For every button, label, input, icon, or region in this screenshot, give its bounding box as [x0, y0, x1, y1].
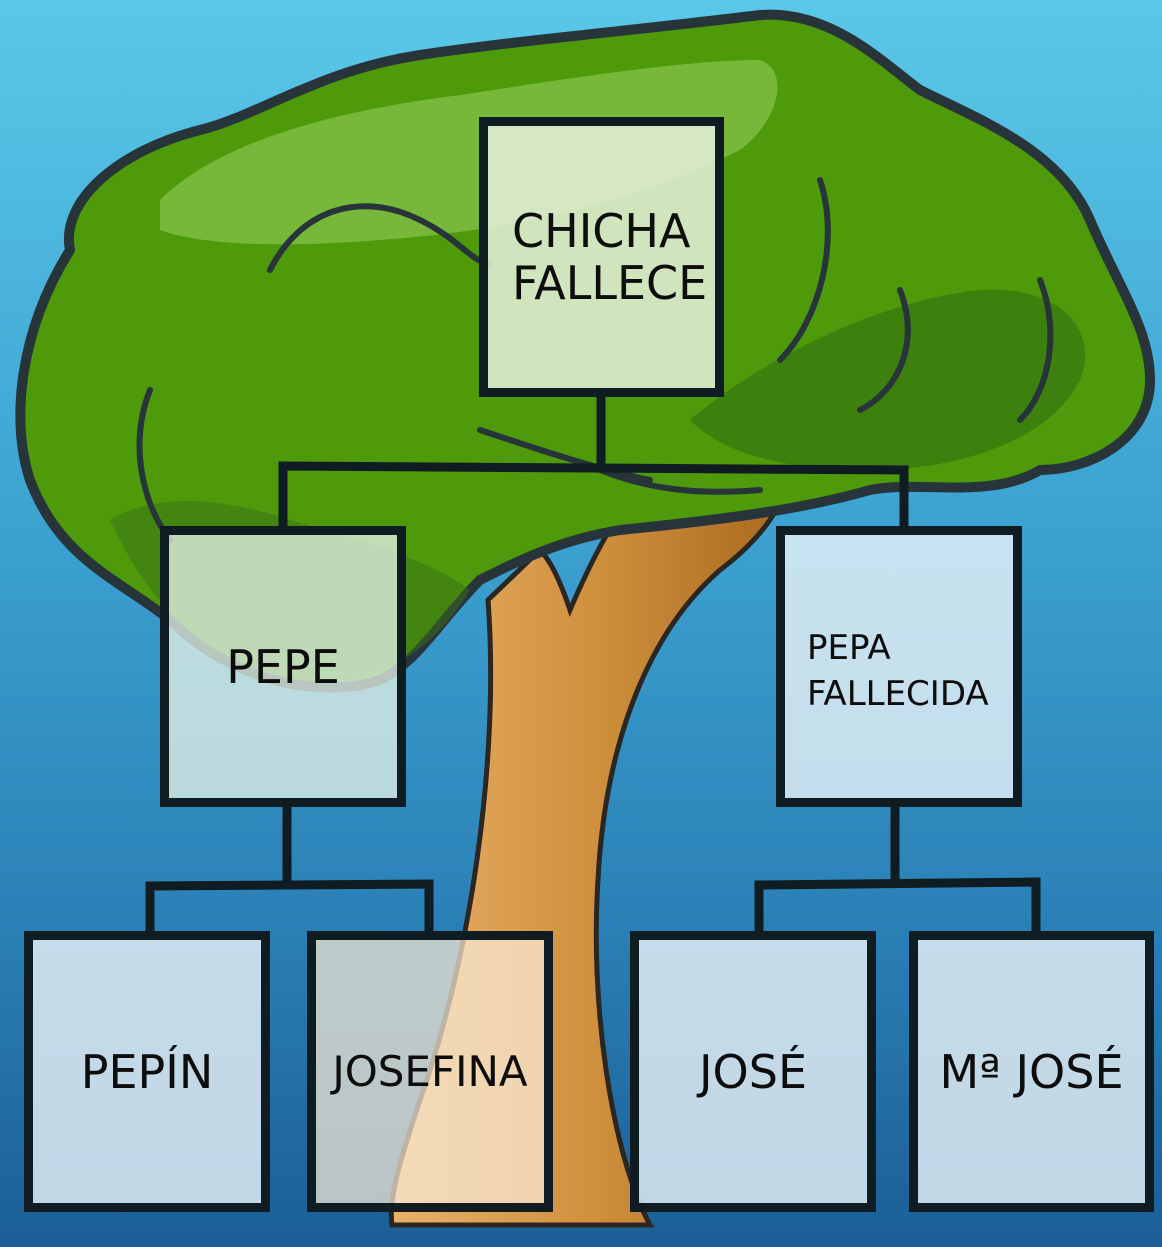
node-chicha [479, 117, 724, 397]
node-pepe-name: PEPE [226, 639, 340, 694]
node-chicha-status: FALLECE [512, 256, 708, 310]
node-chicha-name: CHICHA [512, 204, 691, 258]
node-pepin [24, 931, 270, 1212]
node-pepe [160, 526, 406, 807]
node-ma-jose-name: Mª JOSÉ [939, 1044, 1124, 1099]
node-pepa-status: FALLECIDA [807, 674, 989, 714]
node-pepin-name: PEPÍN [80, 1044, 214, 1099]
node-pepa [776, 526, 1022, 807]
node-pepa-name: PEPA [807, 628, 891, 668]
node-josefina-name: JOSEFINA [332, 1047, 528, 1096]
node-jose-name: JOSÉ [698, 1044, 808, 1099]
node-jose [630, 931, 876, 1212]
node-josefina [307, 931, 553, 1212]
node-ma-jose [909, 931, 1154, 1212]
